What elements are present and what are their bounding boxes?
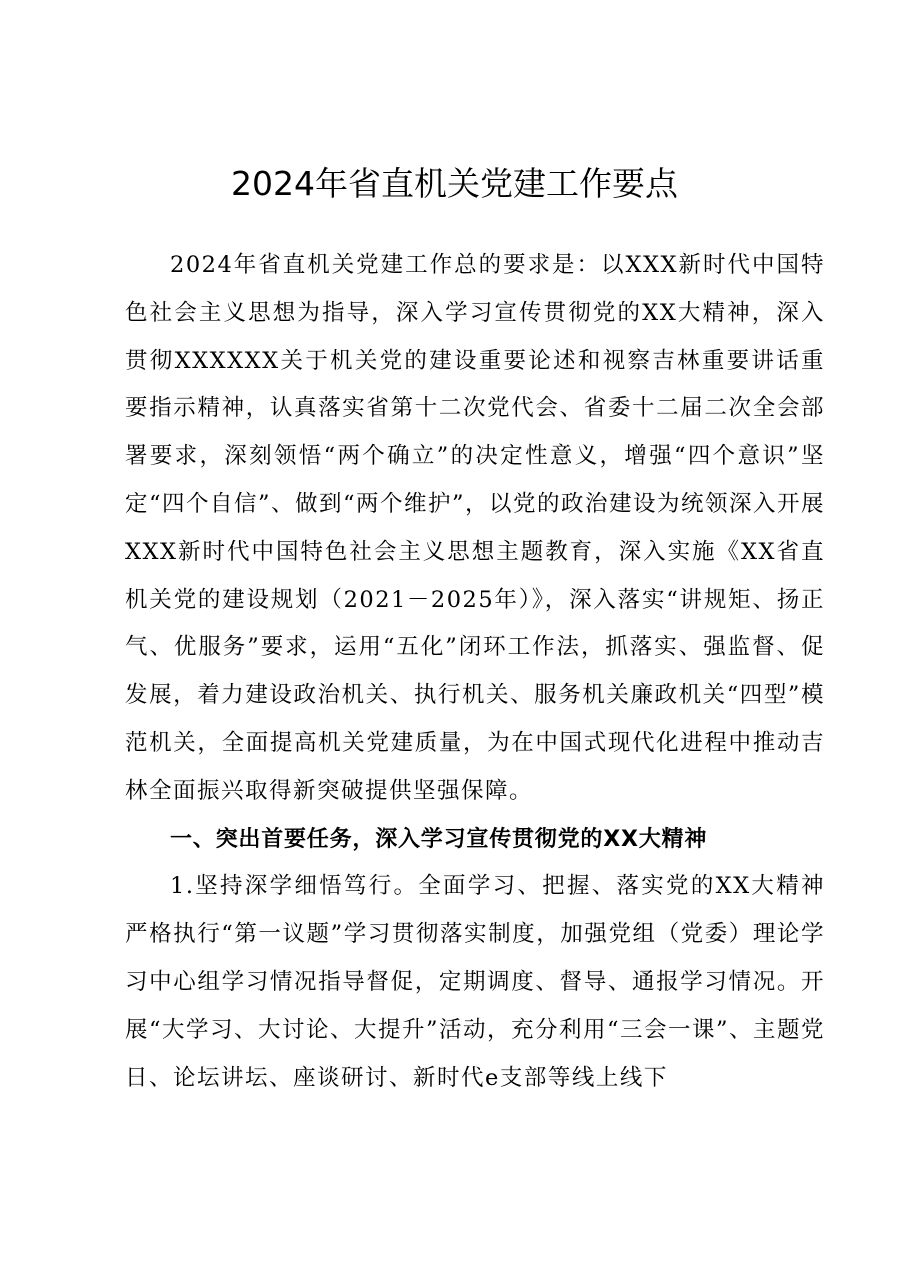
section-1-item-1-paragraph: 1.坚持深学细悟笃行。全面学习、把握、落实党的XX大精神严格执行“第一议题”学习贯彻落实制度，加强党组（党委）理论学习中心组学习情况指导督促，定期调度、督导、通报学习情况。开展“大学习、大讨论、大提升”活动，充分利用“三会一课”、主题党日、论坛讲坛、座谈研讨、新时代e支部等线上线下 bbox=[125, 873, 826, 1091]
document-title: 2024年省直机关党建工作要点 bbox=[231, 164, 678, 203]
section-heading-1: 一、突出首要任务，深入学习宣传贯彻党的XX大精神 bbox=[170, 826, 708, 852]
document-body bbox=[125, 242, 825, 1102]
intro-paragraph: 2024年省直机关党建工作总的要求是：以XXX新时代中国特色社会主义思想为指导，深入学习宣传贯彻党的XX大精神，深入贯彻XXXXXX关于机关党的建设重要论述和视察吉林重要讲话重要指示精神，认真落实省第十二次党代会、省委十二届二次全会部署要求，深刻领悟“两个确立”的决定性意义，增强“四个意识”坚定“四个自信”、做到“两个维护”，以党的政治建设为统领深入开展XXX新时代中国特色社会主义思想主题教育，深入实施《XX省直机关党的建设规划（2021－2025年）》，深入落实“讲规矩、扬正气、优服务”要求，运用“五化”闭环工作法，抓落实、强监督、促发展，着力建设政治机关、执行机关、服务机关廉政机关“四型”模范机关，全面提高机关党建质量，为在中国式现代化进程中推动吉林全面振兴取得新突破提供坚强保障。 bbox=[125, 252, 826, 804]
